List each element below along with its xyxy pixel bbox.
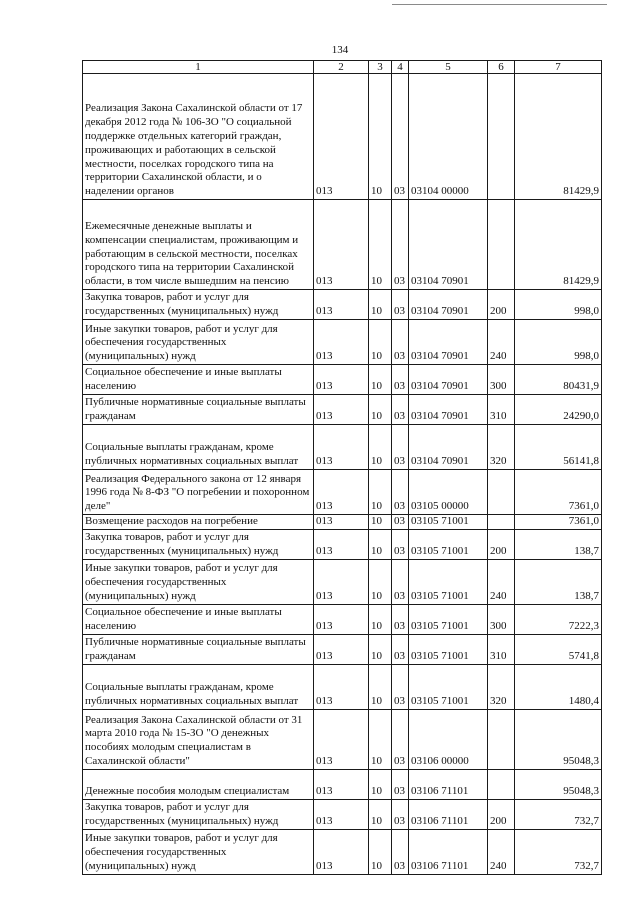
table-row	[83, 395, 602, 425]
ministry-code: 013	[314, 604, 369, 634]
expense-type-code	[488, 200, 515, 290]
expense-type-code: 240	[488, 559, 515, 604]
row-name: Публичные нормативные социальные выплаты гражданам	[83, 634, 314, 664]
subsection-code: 03	[392, 290, 409, 320]
target-article-code: 03104 70901	[409, 365, 488, 395]
section-code: 10	[369, 515, 392, 530]
budget-table	[82, 60, 602, 875]
row-name: Ежемесячные денежные выплаты и компенсации специалистам, проживающим и работающим в сельской местности, поселках городского типа на территории Сахалинской области, в том числе вышедшим на пенсию	[83, 200, 314, 290]
target-article-code: 03105 71001	[409, 515, 488, 530]
expense-type-code: 200	[488, 529, 515, 559]
section-code: 10	[369, 709, 392, 769]
row-name: Реализация Федерального закона от 12 января 1996 года № 8-ФЗ "О погребении и похоронном деле"	[83, 470, 314, 515]
section-code: 10	[369, 634, 392, 664]
target-article-code: 03104 70901	[409, 200, 488, 290]
section-code: 10	[369, 470, 392, 515]
subsection-code: 03	[392, 559, 409, 604]
table-row	[83, 320, 602, 365]
amount: 998,0	[515, 290, 602, 320]
expense-type-code: 240	[488, 829, 515, 874]
row-name: Закупка товаров, работ и услуг для государственных (муниципальных) нужд	[83, 529, 314, 559]
target-article-code: 03106 71101	[409, 769, 488, 799]
row-name: Возмещение расходов на погребение	[83, 515, 314, 530]
table-row	[83, 290, 602, 320]
target-article-code: 03105 71001	[409, 529, 488, 559]
ministry-code: 013	[314, 470, 369, 515]
section-code: 10	[369, 425, 392, 470]
amount: 7361,0	[515, 515, 602, 530]
subsection-code: 03	[392, 664, 409, 709]
table-row	[83, 799, 602, 829]
table-row	[83, 425, 602, 470]
amount: 5741,8	[515, 634, 602, 664]
subsection-code: 03	[392, 395, 409, 425]
ministry-code: 013	[314, 320, 369, 365]
ministry-code: 013	[314, 634, 369, 664]
subsection-code: 03	[392, 515, 409, 530]
ministry-code: 013	[314, 769, 369, 799]
target-article-code: 03105 00000	[409, 470, 488, 515]
table-row	[83, 604, 602, 634]
expense-type-code: 320	[488, 664, 515, 709]
amount: 138,7	[515, 559, 602, 604]
top-edge-line	[392, 4, 607, 5]
section-code: 10	[369, 769, 392, 799]
column-header-6: 6	[488, 61, 515, 74]
table-row	[83, 470, 602, 515]
expense-type-code: 320	[488, 425, 515, 470]
row-name: Закупка товаров, работ и услуг для государственных (муниципальных) нужд	[83, 290, 314, 320]
amount: 998,0	[515, 320, 602, 365]
subsection-code: 03	[392, 320, 409, 365]
row-name: Реализация Закона Сахалинской области от 17 декабря 2012 года № 106-ЗО "О социальной поддержке отдельных категорий граждан, проживающих и работающих в сельской местности, поселках городского типа на территории Сахалинской области, и о наделении органов	[83, 74, 314, 200]
page-number: 134	[331, 44, 349, 56]
subsection-code: 03	[392, 365, 409, 395]
target-article-code: 03104 70901	[409, 395, 488, 425]
target-article-code: 03106 71101	[409, 829, 488, 874]
row-name: Денежные пособия молодым специалистам	[83, 769, 314, 799]
amount: 1480,4	[515, 664, 602, 709]
amount: 81429,9	[515, 200, 602, 290]
expense-type-code	[488, 709, 515, 769]
section-code: 10	[369, 74, 392, 200]
row-name: Социальные выплаты гражданам, кроме публичных нормативных социальных выплат	[83, 664, 314, 709]
section-code: 10	[369, 664, 392, 709]
column-header-4: 4	[392, 61, 409, 74]
ministry-code: 013	[314, 200, 369, 290]
ministry-code: 013	[314, 290, 369, 320]
section-code: 10	[369, 529, 392, 559]
header-row	[83, 61, 602, 74]
subsection-code: 03	[392, 829, 409, 874]
table-row	[83, 559, 602, 604]
subsection-code: 03	[392, 74, 409, 200]
amount: 732,7	[515, 799, 602, 829]
ministry-code: 013	[314, 425, 369, 470]
section-code: 10	[369, 290, 392, 320]
amount: 7222,3	[515, 604, 602, 634]
subsection-code: 03	[392, 529, 409, 559]
column-header-1: 1	[83, 61, 314, 74]
subsection-code: 03	[392, 634, 409, 664]
table-row	[83, 200, 602, 290]
subsection-code: 03	[392, 799, 409, 829]
ministry-code: 013	[314, 829, 369, 874]
table-row	[83, 664, 602, 709]
row-name: Социальное обеспечение и иные выплаты населению	[83, 365, 314, 395]
target-article-code: 03104 00000	[409, 74, 488, 200]
subsection-code: 03	[392, 604, 409, 634]
section-code: 10	[369, 320, 392, 365]
section-code: 10	[369, 200, 392, 290]
section-code: 10	[369, 395, 392, 425]
table-row	[83, 829, 602, 874]
target-article-code: 03105 71001	[409, 634, 488, 664]
expense-type-code	[488, 470, 515, 515]
table-row	[83, 529, 602, 559]
amount: 732,7	[515, 829, 602, 874]
subsection-code: 03	[392, 470, 409, 515]
table-row	[83, 515, 602, 530]
row-name: Закупка товаров, работ и услуг для государственных (муниципальных) нужд	[83, 799, 314, 829]
target-article-code: 03104 70901	[409, 320, 488, 365]
subsection-code: 03	[392, 425, 409, 470]
subsection-code: 03	[392, 709, 409, 769]
expense-type-code: 200	[488, 799, 515, 829]
column-header-7: 7	[515, 61, 602, 74]
row-name: Иные закупки товаров, работ и услуг для обеспечения государственных (муниципальных) нужд	[83, 829, 314, 874]
expense-type-code: 310	[488, 634, 515, 664]
table-row	[83, 365, 602, 395]
expense-type-code: 310	[488, 395, 515, 425]
column-header-5: 5	[409, 61, 488, 74]
amount: 95048,3	[515, 709, 602, 769]
amount: 7361,0	[515, 470, 602, 515]
row-name: Публичные нормативные социальные выплаты гражданам	[83, 395, 314, 425]
row-name: Иные закупки товаров, работ и услуг для обеспечения государственных (муниципальных) нужд	[83, 320, 314, 365]
target-article-code: 03105 71001	[409, 664, 488, 709]
amount: 138,7	[515, 529, 602, 559]
target-article-code: 03104 70901	[409, 290, 488, 320]
column-header-3: 3	[369, 61, 392, 74]
target-article-code: 03104 70901	[409, 425, 488, 470]
expense-type-code: 300	[488, 365, 515, 395]
target-article-code: 03105 71001	[409, 559, 488, 604]
subsection-code: 03	[392, 200, 409, 290]
ministry-code: 013	[314, 395, 369, 425]
ministry-code: 013	[314, 515, 369, 530]
expense-type-code: 300	[488, 604, 515, 634]
subsection-code: 03	[392, 769, 409, 799]
section-code: 10	[369, 829, 392, 874]
table-row	[83, 769, 602, 799]
ministry-code: 013	[314, 74, 369, 200]
amount: 80431,9	[515, 365, 602, 395]
amount: 24290,0	[515, 395, 602, 425]
expense-type-code: 200	[488, 290, 515, 320]
target-article-code: 03106 71101	[409, 799, 488, 829]
column-header-2: 2	[314, 61, 369, 74]
section-code: 10	[369, 604, 392, 634]
expense-type-code	[488, 769, 515, 799]
expense-type-code	[488, 74, 515, 200]
row-name: Реализация Закона Сахалинской области от 31 марта 2010 года № 15-ЗО "О денежных пособиях молодым специалистам в Сахалинской области"	[83, 709, 314, 769]
ministry-code: 013	[314, 709, 369, 769]
target-article-code: 03106 00000	[409, 709, 488, 769]
amount: 81429,9	[515, 74, 602, 200]
table-row	[83, 634, 602, 664]
table-row	[83, 709, 602, 769]
target-article-code: 03105 71001	[409, 604, 488, 634]
expense-type-code	[488, 515, 515, 530]
section-code: 10	[369, 365, 392, 395]
section-code: 10	[369, 559, 392, 604]
row-name: Социальные выплаты гражданам, кроме публичных нормативных социальных выплат	[83, 425, 314, 470]
ministry-code: 013	[314, 664, 369, 709]
ministry-code: 013	[314, 799, 369, 829]
row-name: Социальное обеспечение и иные выплаты населению	[83, 604, 314, 634]
amount: 56141,8	[515, 425, 602, 470]
row-name: Иные закупки товаров, работ и услуг для обеспечения государственных (муниципальных) нужд	[83, 559, 314, 604]
ministry-code: 013	[314, 365, 369, 395]
expense-type-code: 240	[488, 320, 515, 365]
amount: 95048,3	[515, 769, 602, 799]
table-row	[83, 74, 602, 200]
ministry-code: 013	[314, 529, 369, 559]
ministry-code: 013	[314, 559, 369, 604]
section-code: 10	[369, 799, 392, 829]
